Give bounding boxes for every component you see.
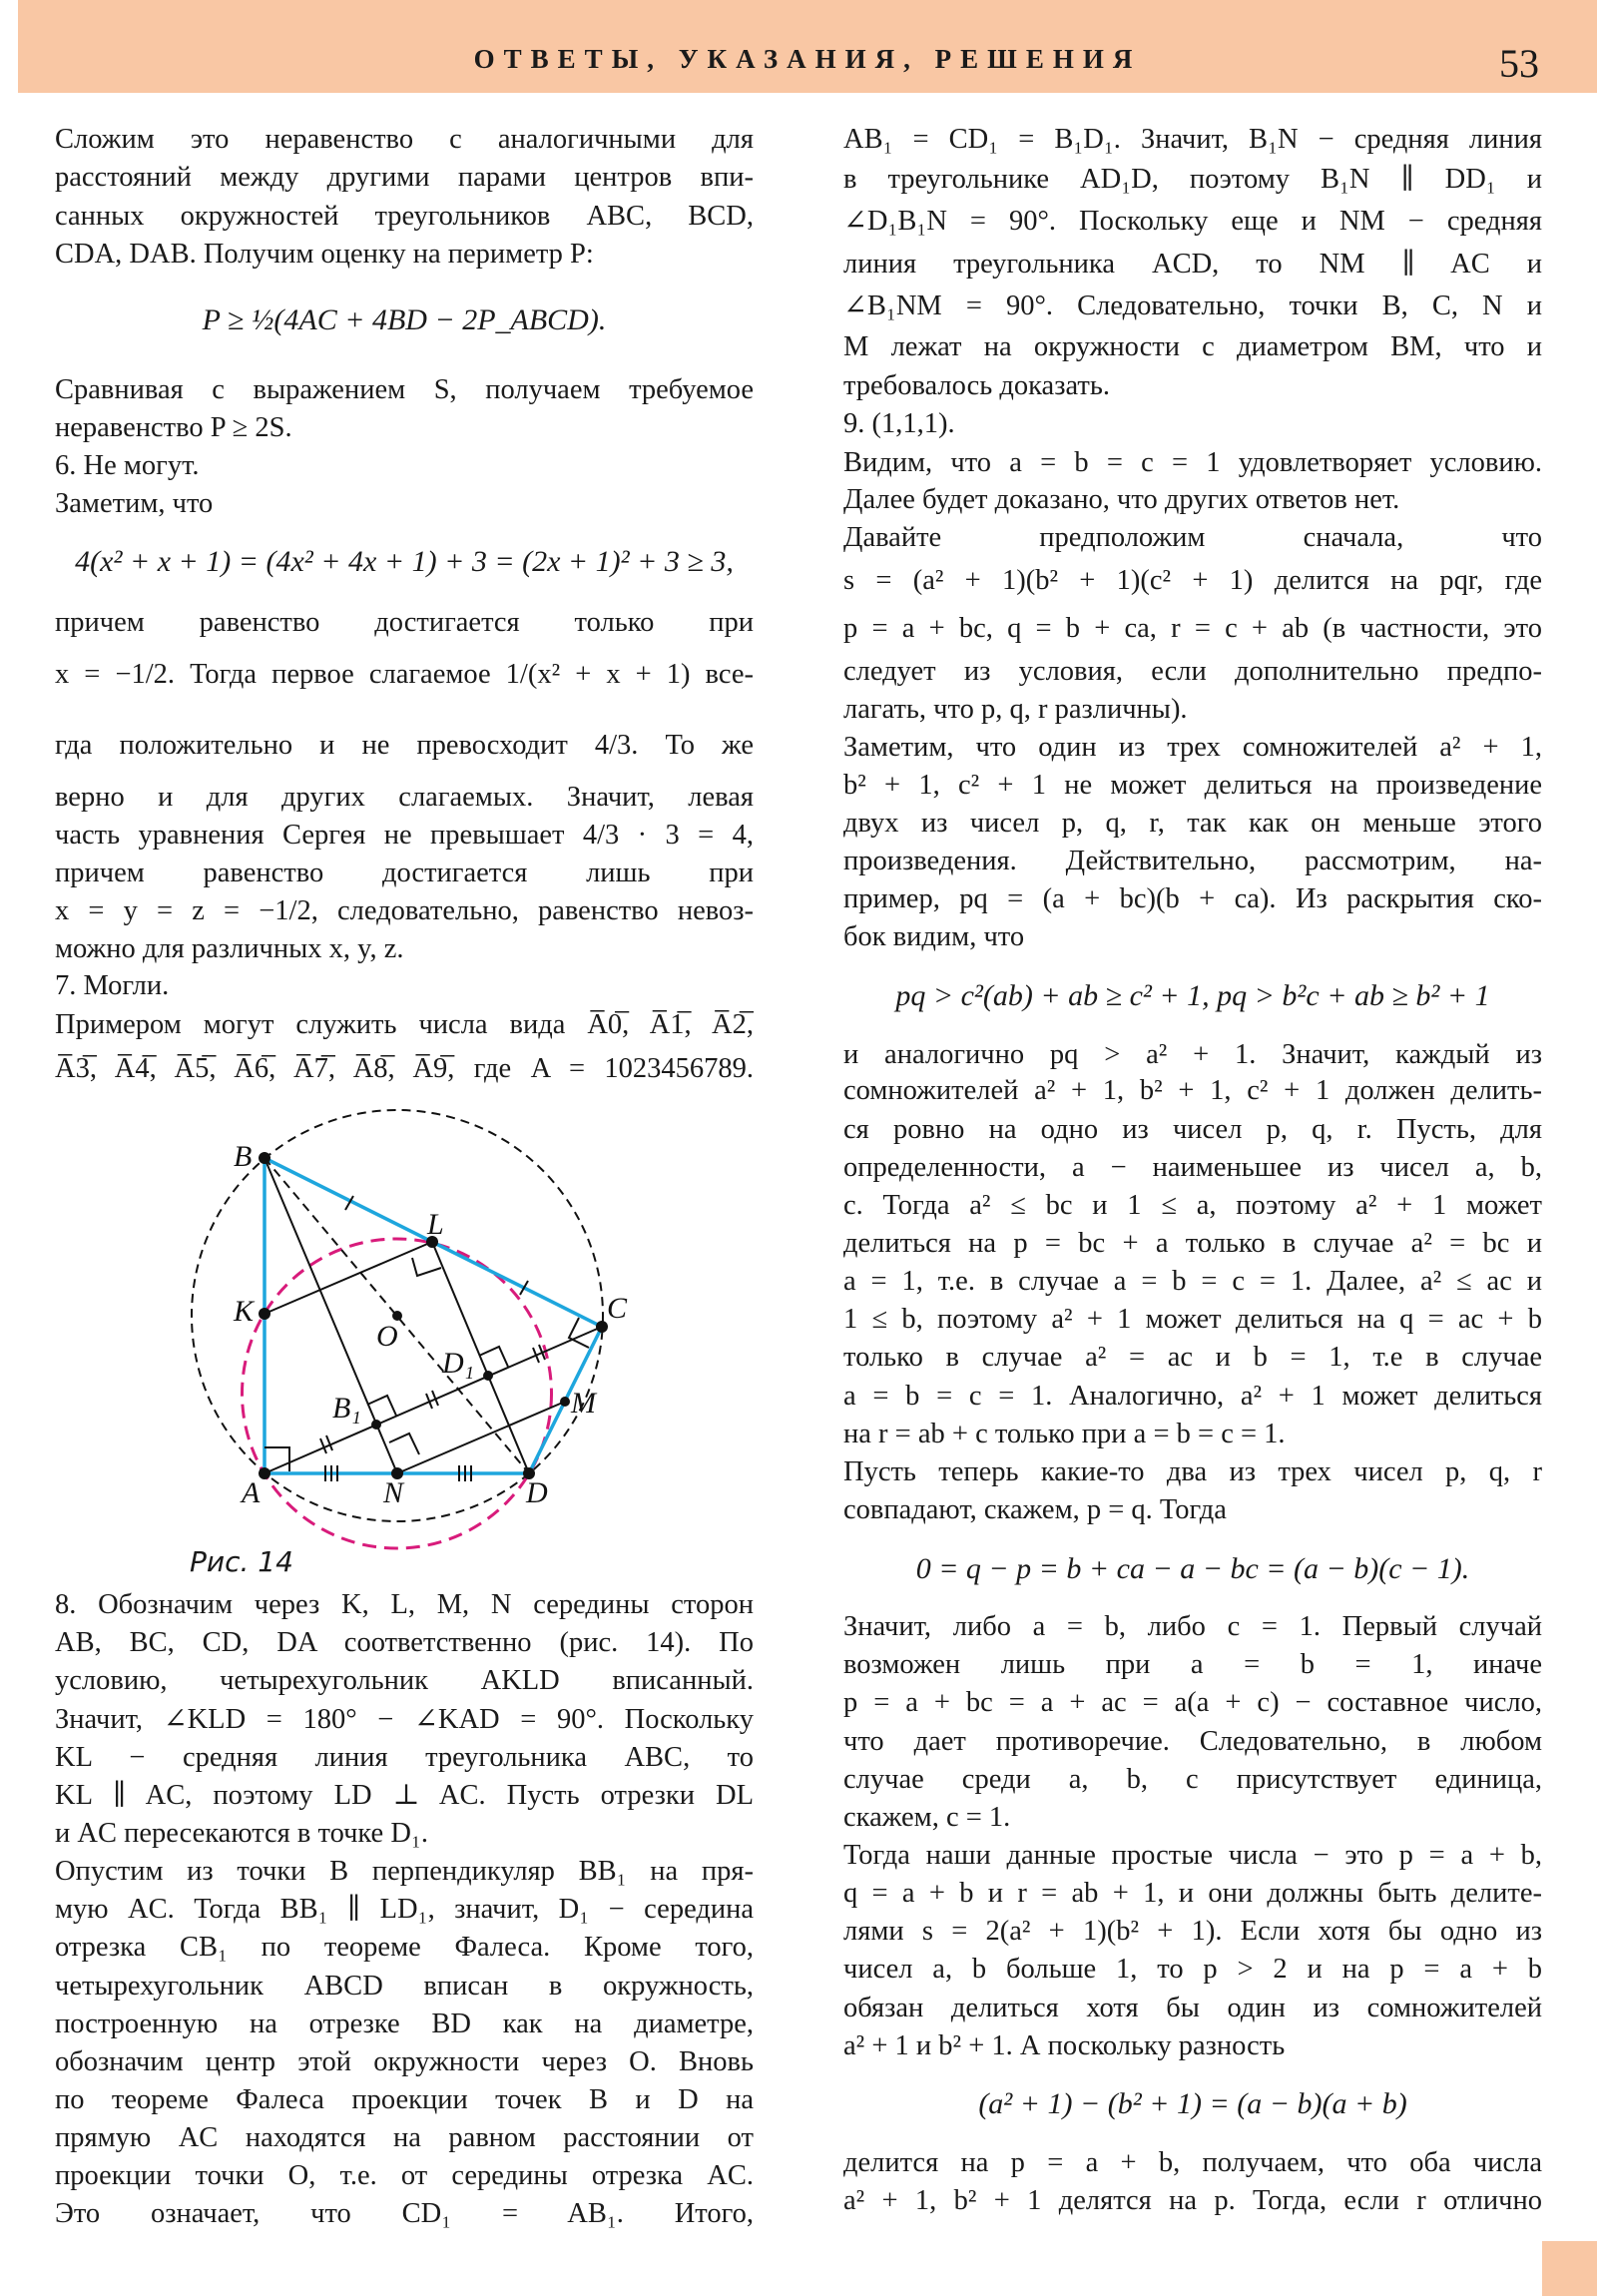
text-line: отрезка CB₁ по теореме Фалеса. Кроме того, — [55, 1932, 754, 1964]
label-d: D — [526, 1476, 548, 1509]
text-line: часть уравнения Сергея не превышает 4/3 · 3 = 4, — [55, 819, 754, 851]
text-line: CDA, DAB. Получим оценку на периметр P: — [55, 238, 594, 270]
text-line: s = (a² + 1)(b² + 1)(c² + 1) делится на pqr, где — [843, 564, 1542, 596]
text-line: Пусть теперь какие-то два из трех чисел p, q, r — [843, 1455, 1542, 1487]
text-line: AB, BC, CD, DA соответственно (рис. 14). По — [55, 1627, 754, 1659]
text-line: условию, четырехугольник AKLD вписанный. — [55, 1665, 754, 1697]
label-n: N — [383, 1476, 404, 1509]
text-line: a = 1, т.е. в случае a = b = c = 1. Далее, a² ≤ ac и — [843, 1266, 1542, 1298]
text-line: построенную на отрезке BD как на диаметре, — [55, 2008, 754, 2039]
text-line: на r = ab + c только при a = b = c = 1. — [843, 1418, 1286, 1449]
text-line: проекции точки O, т.е. от середины отрезка AC. — [55, 2160, 754, 2192]
text-line: санных окружностей треугольников ABC, BCD, — [55, 200, 754, 232]
text-line: только в случае a² = ac и b = 1, т.е в случае — [843, 1342, 1542, 1374]
text-line: гда положительно и не превосходит 4/3. То же — [55, 730, 754, 762]
point-labels — [233, 1140, 628, 1509]
text-line: что дает противоречие. Следовательно, в любом — [843, 1725, 1542, 1757]
text-line: q = a + b и r = ab + 1, и они должны быть делите- — [843, 1878, 1542, 1910]
text-line: Это означает, что CD₁ = AB₁. Итого, — [55, 2198, 754, 2230]
text-line: Значит, ∠KLD = 180° − ∠KAD = 90°. Поскольку — [55, 1703, 754, 1735]
formula-line: (a² + 1) − (b² + 1) = (a − b)(a + b) — [978, 2087, 1407, 2121]
text-line: делится на p = a + b, получаем, что оба числа — [843, 2146, 1542, 2178]
points — [259, 1152, 608, 1479]
text-line: A̅3̅, A̅4̅, A̅5̅, A̅6̅, A̅7̅, A̅8̅, A̅9̅, где A = 1023456789. — [55, 1053, 754, 1085]
text-line: двух из чисел p, q, r, так как он меньше этого — [843, 808, 1542, 840]
text-line: ∠B₁NM = 90°. Следовательно, точки B, C, N и — [843, 290, 1542, 322]
text-line: расстояний между другими парами центров впи- — [55, 162, 754, 194]
text-line: обязан делиться хотя бы один из сомножителей — [843, 1992, 1542, 2023]
text-line: лагать, что p, q, r различны). — [843, 693, 1188, 725]
label-a: A — [242, 1476, 261, 1509]
text-line: и AC пересекаются в точке D₁. — [55, 1817, 428, 1849]
text-line: p = a + bc = a + ac = a(a + c) − составное число, — [843, 1687, 1542, 1719]
text-line: Примером могут служить числа вида A̅0̅, A̅1̅, A̅2̅, — [55, 1009, 754, 1041]
text-line: KL − средняя линия треугольника ABC, то — [55, 1741, 754, 1773]
formula-line: 0 = q − p = b + ca − a − bc = (a − b)(c − 1). — [915, 1551, 1470, 1585]
text-line: чисел a, b больше 1, то p > 2 и на p = a + b — [843, 1954, 1542, 1986]
label-m: M — [571, 1387, 596, 1420]
running-title: ОТВЕТЫ, УКАЗАНИЯ, РЕШЕНИЯ — [473, 44, 1142, 74]
text-line: a = b = c = 1. Аналогично, a² + 1 может делиться — [843, 1380, 1542, 1412]
text-line: a² + 1 и b² + 1. А поскольку разность — [843, 2029, 1286, 2061]
label-b: B — [234, 1140, 253, 1173]
text-line: причем равенство достигается лишь при — [55, 857, 754, 888]
text-line: делиться на p = bc + a только в случае a² = bc и — [843, 1227, 1542, 1259]
text-line: x = y = z = −1/2, следовательно, равенство невоз- — [55, 895, 754, 927]
text-line: произведения. Действительно, рассмотрим, на- — [843, 846, 1542, 877]
text-line: можно для различных x, y, z. — [55, 933, 404, 965]
right-angle-marks — [265, 1258, 589, 1471]
text-line: Сравнивая с выражением S, получаем требуемое — [55, 374, 754, 406]
text-line: Далее будет доказано, что других ответов нет. — [843, 484, 1400, 515]
text-line: и аналогично pq > a² + 1. Значит, каждый из — [843, 1038, 1542, 1070]
page-number: 53 — [1499, 41, 1539, 86]
text-line: совпадают, скажем, p = q. Тогда — [843, 1493, 1227, 1525]
text-line: прямую AC находятся на равном расстоянии от — [55, 2122, 754, 2154]
text-line: 1 ≤ b, поэтому a² + 1 может делиться на q = ac + b — [843, 1304, 1542, 1336]
text-line: Сложим это неравенство с аналогичными для — [55, 124, 754, 156]
text-line: p = a + bc, q = b + ca, r = c + ab (в частности, это — [843, 613, 1542, 645]
figure-caption: Рис. 14 — [190, 1545, 293, 1578]
label-c: C — [607, 1292, 628, 1325]
quadrilateral-abcd — [265, 1158, 602, 1473]
text-line: 9. (1,1,1). — [843, 407, 955, 439]
text-line: неравенство P ≥ 2S. — [55, 412, 292, 444]
text-line: линия треугольника ACD, то NM ∥ AC и — [843, 248, 1542, 280]
text-line: верно и для других слагаемых. Значит, левая — [55, 781, 754, 813]
text-line: x = −1/2. Тогда первое слагаемое 1/(x² + x + 1) все- — [55, 658, 754, 690]
label-b1: B₁ — [332, 1392, 361, 1425]
label-k: K — [234, 1295, 255, 1328]
text-line: случае среди a, b, c присутствует единица, — [843, 1763, 1542, 1795]
text-line: Заметим, что один из трех сомножителей a² + 1, — [843, 731, 1542, 763]
text-line: сомножителей a² + 1, b² + 1, c² + 1 должен делить- — [843, 1075, 1542, 1107]
text-line: Значит, либо a = b, либо c = 1. Первый случай — [843, 1611, 1542, 1643]
text-line: Давайте предположим сначала, что — [843, 522, 1542, 554]
formula-line: 4(x² + x + 1) = (4x² + 4x + 1) + 3 = (2x + 1)² + 3 ≥ 3, — [75, 544, 734, 578]
text-line: определенности, a − наименьшее из чисел a, b, — [843, 1151, 1542, 1183]
label-l: L — [427, 1208, 444, 1241]
text-line: c. Тогда a² ≤ bc и 1 ≤ a, поэтому a² + 1 может — [843, 1189, 1542, 1221]
text-line: возможен лишь при a = b = 1, иначе — [843, 1649, 1542, 1681]
text-line: по теореме Фалеса проекции точек B и D на — [55, 2083, 754, 2115]
text-line: 8. Обозначим через K, L, M, N середины сторон — [55, 1589, 754, 1621]
formula-line: pq > c²(ab) + ab ≥ c² + 1, pq > b²c + ab ≥ b² + 1 — [895, 979, 1490, 1013]
text-line: a² + 1, b² + 1 делятся на p. Тогда, если r отлично — [843, 2185, 1542, 2217]
text-line: четырехугольник ABCD вписан в окружность, — [55, 1970, 754, 2002]
text-line: ∠D₁B₁N = 90°. Поскольку еще и NM − средняя — [843, 206, 1542, 238]
text-line: AB₁ = CD₁ = B₁D₁. Значит, B₁N − средняя линия — [843, 124, 1542, 156]
text-line: M лежат на окружности с диаметром BM, что и — [843, 331, 1542, 363]
text-line: пример, pq = (a + bc)(b + ca). Из раскрытия ско- — [843, 883, 1542, 915]
text-line: следует из условия, если дополнительно предпо- — [843, 655, 1542, 687]
label-o: O — [376, 1320, 398, 1353]
text-line: требовалось доказать. — [843, 369, 1110, 401]
text-line: 7. Могли. — [55, 969, 170, 1001]
formula-line: P ≥ ½(4AC + 4BD − 2P_ABCD). — [202, 302, 607, 336]
text-line: Опустим из точки B перпендикуляр BB₁ на пря- — [55, 1856, 754, 1888]
label-d1: D₁ — [442, 1347, 475, 1380]
text-line: мую AC. Тогда BB₁ ∥ LD₁, значит, D₁ − середина — [55, 1894, 754, 1926]
text-line: лями s = 2(a² + 1)(b² + 1). Если хотя бы одно из — [843, 1916, 1542, 1948]
text-line: Заметим, что — [55, 488, 214, 520]
page-corner-decoration — [1542, 2241, 1597, 2296]
text-line: 6. Не могут. — [55, 450, 200, 482]
text-line: бок видим, что — [843, 921, 1025, 953]
text-line: скажем, c = 1. — [843, 1801, 1011, 1833]
text-line: обозначим центр этой окружности через O. Вновь — [55, 2045, 754, 2077]
text-line: ся ровно на одно из чисел p, q, r. Пусть, для — [843, 1113, 1542, 1145]
text-line: b² + 1, c² + 1 не может делиться на произведение — [843, 769, 1542, 801]
text-line: причем равенство достигается только при — [55, 607, 754, 639]
text-line: в треугольнике AD₁D, поэтому B₁N ∥ DD₁ и — [843, 163, 1542, 195]
text-line: Видим, что a = b = c = 1 удовлетворяет условию. — [843, 447, 1542, 479]
text-line: Тогда наши данные простые числа − это p = a + b, — [843, 1839, 1542, 1871]
text-line: KL ∥ AC, поэтому LD ⊥ AC. Пусть отрезки DL — [55, 1779, 754, 1811]
